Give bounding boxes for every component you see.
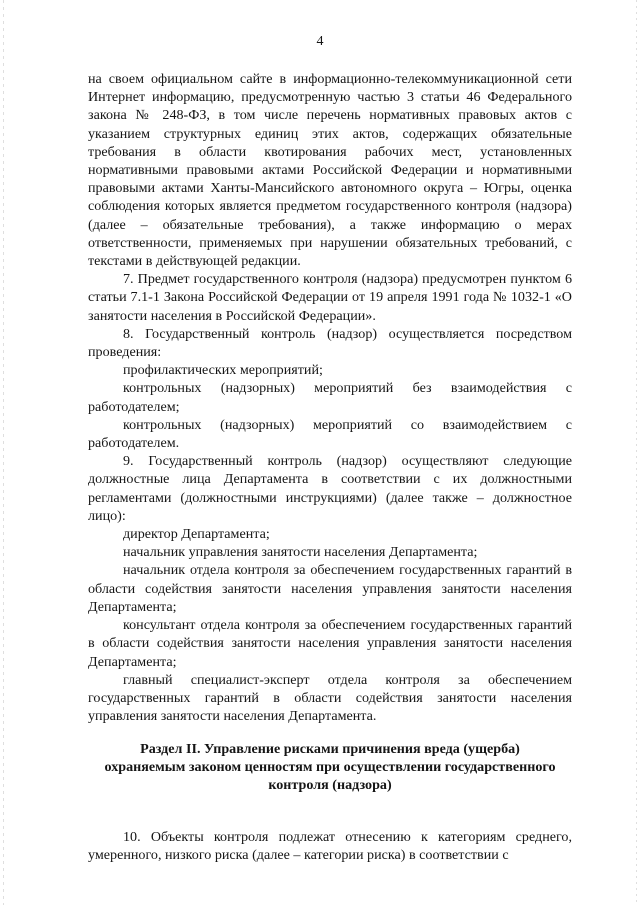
paragraph-item-8: 8. Государственный контроль (надзор) осуществляется посредством проведения:: [88, 325, 572, 361]
paragraph-item-10: 10. Объекты контроля подлежат отнесению к категориям среднего, умеренного, низкого риска (далее – категории риска) в соответствии с: [88, 829, 572, 864]
list-item-control-with-interaction: контрольных (надзорных) мероприятий со взаимодействием с работодателем.: [88, 416, 572, 452]
body-text: [88, 70, 572, 725]
section-heading-line-3: контроля (надзора): [268, 777, 392, 794]
list-item-preventive: профилактических мероприятий;: [123, 362, 323, 379]
list-item-head-of-division: начальник отдела контроля за обеспечением государственных гарантий в области содействия занятости населения управления занятости населения Департамента;: [88, 562, 572, 615]
list-item-control-without-interaction: контрольных (надзорных) мероприятий без взаимодействия с работодателем;: [88, 380, 572, 415]
list-item-consultant: консультант отдела контроля за обеспечением государственных гарантий в области содействия занятости населения управления занятости населения Департамента;: [88, 617, 572, 670]
section-heading-line-1: Раздел II. Управление рисками причинения вреда (ущерба): [140, 741, 520, 757]
paragraph-item-7: 7. Предмет государственного контроля (надзора) предусмотрен пунктом 6 статьи 7.1-1 Закона Российской Федерации от 19 апреля 1991 года № 1032-1 «О занятости населения в Российской Федерации».: [88, 271, 572, 324]
paragraph-item-9: 9. Государственный контроль (надзор) осуществляют следующие должностные лица Департамента в соответствии с их должностными регламентами (должностными инструкциями) (далее также – должностное лицо):: [88, 453, 572, 524]
scan-edge-left: [3, 0, 4, 905]
list-item-head-of-directorate: начальник управления занятости населения Департамента;: [123, 544, 478, 561]
scan-edge-right: [636, 0, 637, 905]
paragraph-item-10-block: [88, 828, 572, 864]
section-heading-line-2: охраняемым законом ценностям при осуществлении государственного: [104, 759, 556, 776]
paragraph-continuation: на своем официальном сайте в информационно-телекоммуникационной сети Интернет информацию, предусмотренную частью 3 статьи 46 Федерального закона № 248-ФЗ, в том числе перечень нормативных правовых актов с указанием структурных единиц этих актов, содержащих обязательные требования в области квотирования рабочих мест, установленных нормативными правовыми актами Российской Федерации и нормативными правовыми актами Ханты-Мансийского автономного округа – Югры, оценка соблюдения которых является предметом государственного контроля (надзора) (далее – обязательные требования), а также информацию о мерах ответственности, применяемых при нарушении обязательных требований, с текстами в действующей редакции.: [88, 71, 572, 270]
list-item-director: директор Департамента;: [123, 526, 270, 543]
section-heading: [88, 740, 572, 795]
list-item-chief-specialist: главный специалист-эксперт отдела контроля за обеспечением государственных гарантий в области содействия занятости населения управления занятости населения Департамента.: [88, 671, 572, 725]
page-number: 4: [316, 34, 324, 49]
